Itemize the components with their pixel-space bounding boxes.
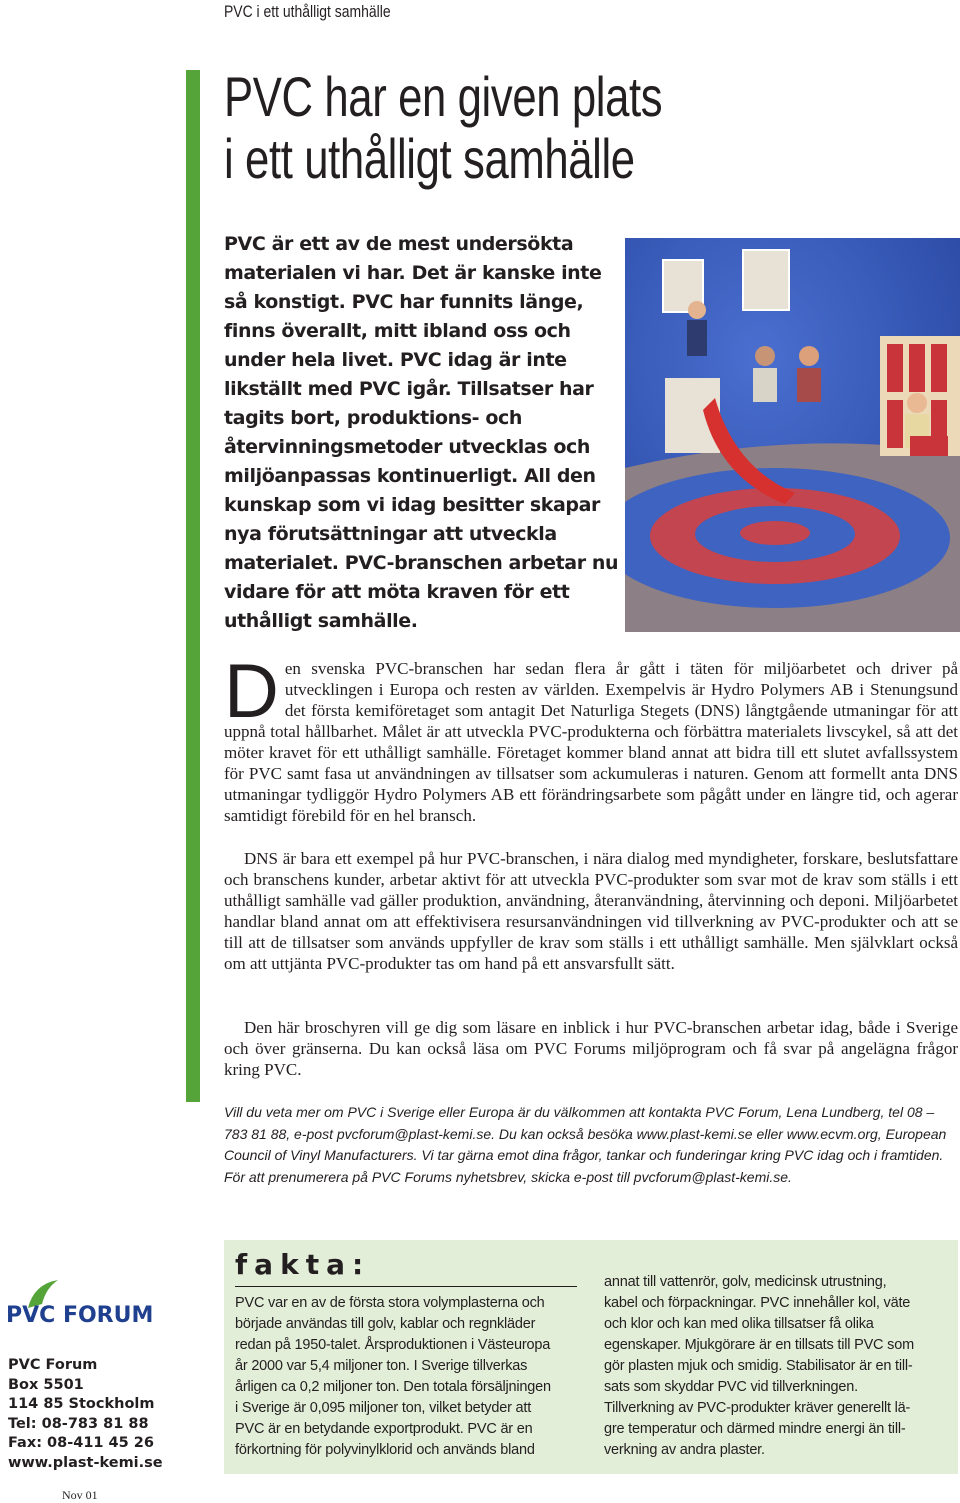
fakta-line: började användas till golv, kablar och regnkläder [235, 1316, 536, 1332]
drop-cap: D [224, 649, 279, 734]
issue-date: Nov 01 [62, 1488, 98, 1502]
address-tel: Tel: 08-783 81 88 [8, 1415, 149, 1432]
newsletter-paragraph: För att prenumerera på PVC Forums nyhetsbrev, skicka e-post till pvcforum@plast-kemi.se. [224, 1168, 792, 1185]
fakta-line: Tillverkning av PVC-produkter kräver generellt lä- [604, 1400, 911, 1416]
fakta-line: gre temperatur och därmed mindre energi än till- [604, 1421, 906, 1437]
body-paragraph-1-text: en svenska PVC-branschen har sedan flera år gått i täten för miljöarbetet och driver på utvecklingen i Europa och resten av världen. Exempelvis är Hydro Polymers AB i Stenungsund det första kemiföretaget som antagit Det Naturliga Stegets (DNS) långtgående utmaningar för att uppnå total hållbarhet. Målet är att utveckla PVC-produkterna och förbättra materialets livscykel, så att det möter kravet för ett uthålligt samhälle. Företaget kommer bland annat att bidra till ett slutet avfallssystem för PVC samt fasa ut användningen av tillsatser som ackumuleras i naturen. Genom att formellt anta DNS utmaningar tydliggör Hydro Polymers AB ett förändringsarbete som pågått under en längre tid, och agerar samtidigt förebild för en hel bransch. [224, 659, 958, 825]
address-city: 114 85 Stockholm [8, 1396, 155, 1412]
contact-info [224, 1102, 958, 1188]
accent-bar [186, 70, 200, 1102]
fakta-line: och klor och kan med olika tillsatser få olika [604, 1316, 874, 1332]
fakta-line: kabel och förpackningar. PVC innehåller kol, väte [604, 1295, 911, 1311]
page-title [224, 66, 662, 190]
contact-paragraph: Vill du veta mer om PVC i Sverige eller Europa är du välkommen att kontakta PVC Forum, Lena Lundberg, tel 08 – 783 81 88, e-post pvcforum@plast-kemi.se. Du kan också besöka www.plast-kemi.se eller www.ecvm.org, European Council of Vinyl Manufacturers. Vi tar gärna emot dina frågor, tankar och funderingar kring PVC idag och i framtiden. [224, 1104, 947, 1163]
fakta-divider [235, 1286, 577, 1287]
fakta-line: PVC var en av de första stora volymplasterna och [235, 1295, 545, 1311]
fakta-line: gör plasten mjuk och smidig. Stabilisator är en till- [604, 1358, 913, 1374]
title-line-1: PVC har en given plats [224, 65, 663, 128]
fakta-line: annat till vattenrör, golv, medicinsk utrustning, [604, 1274, 887, 1290]
fakta-title: fakta: [235, 1248, 371, 1281]
pvc-forum-logo-mark [6, 1278, 161, 1326]
pvc-forum-logo [6, 1278, 161, 1326]
fakta-line: PVC är en betydande exportprodukt. PVC är en [235, 1421, 533, 1437]
address-block [8, 1356, 163, 1473]
fakta-line: i Sverige är 0,095 miljoner ton, vilket betyder att [235, 1400, 532, 1416]
fakta-line: redan på 1950-talet. Årsproduktionen i Västeuropa [235, 1337, 551, 1353]
fakta-column-2 [604, 1272, 914, 1461]
lead-paragraph: PVC är ett av de mest undersökta materialen vi har. Det är kanske inte så konstigt. PVC har funnits länge, finns överallt, mitt ibland oss och under hela livet. PVC idag är inte likställt med PVC igår. Tillsatser har tagits bort, produktions- och återvinningsmetoder utvecklas och miljöanpassas kontinuerligt. All den kunskap som vi idag besitter skapar nya förutsättningar att utveckla materialet. PVC-branschen arbetar nu vidare för att möta kraven för ett uthålligt samhälle. [224, 233, 619, 632]
title-line-2: i ett uthålligt samhälle [224, 127, 635, 190]
body-paragraph-3: Den här broschyren vill ge dig som läsare en inblick i hur PVC-branschen arbetar idag, både i Sverige och över gränserna. Du kan också läsa om PVC Forums miljöprogram och få svar på angelägna frågor kring PVC. [224, 1018, 958, 1079]
running-head: PVC i ett uthålligt samhälle [224, 2, 391, 21]
address-web: www.plast-kemi.se [8, 1454, 163, 1471]
fakta-line: egenskaper. Mjukgörare är en tillsats till PVC som [604, 1337, 914, 1353]
fakta-line: år 2000 var 5,4 miljoner ton. I Sverige tillverkas [235, 1358, 528, 1374]
fakta-line: årligen ca 0,2 miljoner ton. Den totala försäljningen [235, 1379, 551, 1395]
address-fax: Fax: 08-411 45 26 [8, 1435, 154, 1451]
address-box: Box 5501 [8, 1376, 84, 1393]
fakta-column-1 [235, 1293, 551, 1461]
fakta-line: förkortning för polyvinylklorid och används bland [235, 1442, 535, 1458]
playroom-photo-illustration [625, 238, 960, 632]
fakta-line: verkning av andra plaster. [604, 1442, 765, 1458]
body-paragraph-2: DNS är bara ett exempel på hur PVC-branschen, i nära dialog med myndigheter, forskare, beslutsfattare och branschens kunder, arbetar aktivt för att utveckla PVC-produkter som svar mot de krav som ställs i ett uthålligt samhälle vad gäller produktion, användning, återanvändning, återvinning och deponi. Miljöarbetet handlar bland annat om att effektivisera resursanvändningen vid tillverkning av PVC-produkter och att se till att de tillsatser som används uppfyller de krav som ställs i ett uthålligt samhälle. Men självklart också om att uttjänta PVC-produkter tas om hand på ett ansvarsfullt sätt. [224, 849, 958, 973]
fakta-line: sats som skyddar PVC vid tillverkningen. [604, 1379, 858, 1395]
address-org: PVC Forum [8, 1357, 98, 1373]
logo-text: PVC FORUM [6, 1303, 154, 1326]
playroom-photo [625, 238, 960, 632]
body-paragraph-1 [224, 649, 958, 826]
